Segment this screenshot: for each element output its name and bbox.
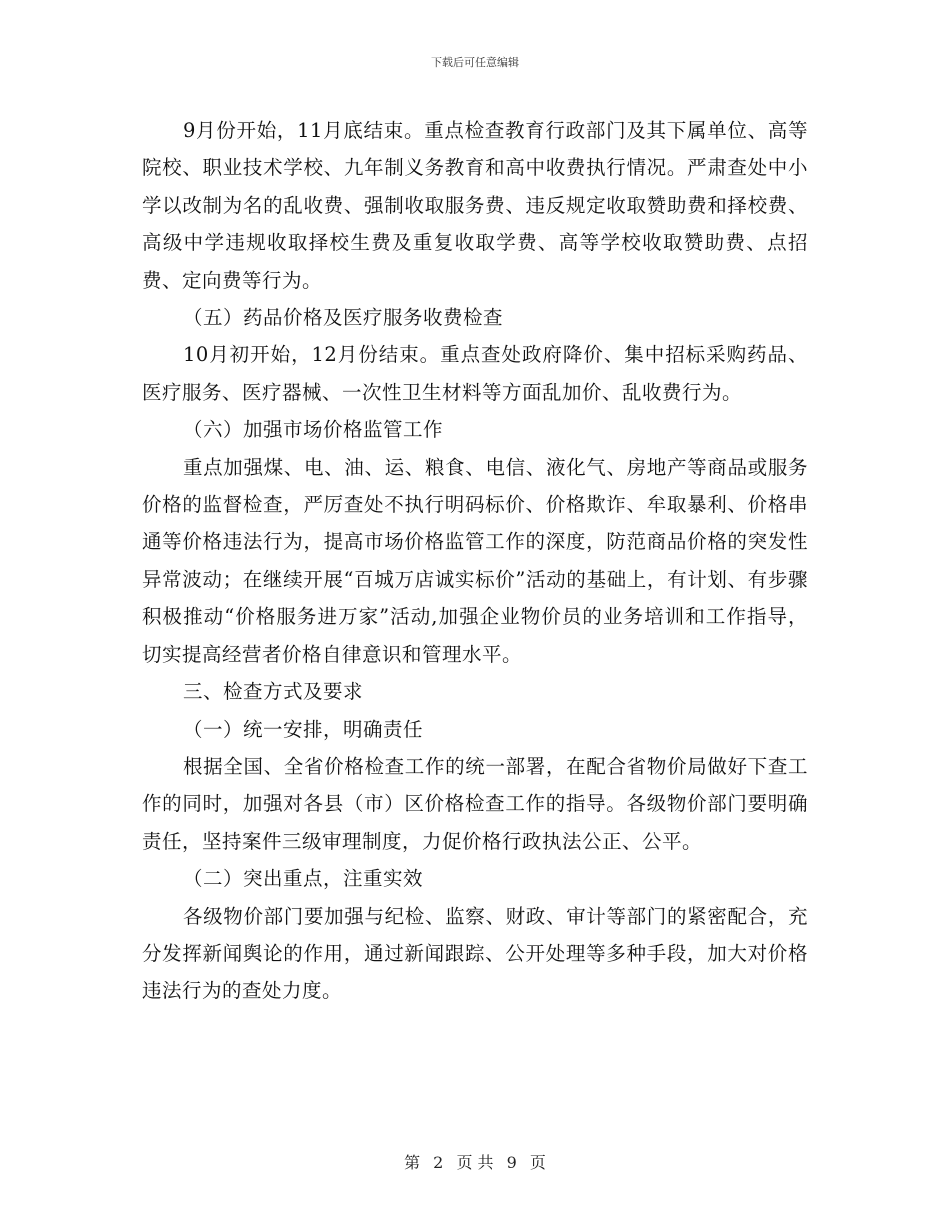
page-footer bbox=[0, 1150, 950, 1173]
heading-medicine-price-check: （五）药品价格及医疗服务收费检查 bbox=[182, 306, 503, 330]
section-heading-methods: 三、检查方式及要求 bbox=[182, 680, 363, 704]
paragraph-education-fees: 9月份开始，11月底结束。重点检查教育行政部门及其下属单位、高等院校、职业技术学校、九年制义务教育和高中收费执行情况。严肃查处中小学以改制为名的乱收费、强制收取服务费、违反规定收取赞助费和择校费、高级中学违规收取择校生费及重复收取学费、高等学校收取赞助费、点招费、定向费等行为。 bbox=[142, 119, 808, 292]
footer-middle: 页 共 bbox=[456, 1153, 494, 1172]
current-page-number: 2 bbox=[433, 1153, 444, 1172]
document-body bbox=[142, 112, 808, 1010]
total-page-count: 9 bbox=[506, 1153, 517, 1172]
paragraph-focus-effectiveness: 各级物价部门要加强与纪检、监察、财政、审计等部门的紧密配合，充分发挥新闻舆论的作用，通过新闻跟踪、公开处理等多种手段，加大对价格违法行为的查处力度。 bbox=[142, 904, 808, 1003]
paragraph-market-supervision: 重点加强煤、电、油、运、粮食、电信、液化气、房地产等商品或服务价格的监督检查，严厉查处不执行明码标价、价格欺诈、牟取暴利、价格串通等价格违法行为，提高市场价格监管工作的深度，防范商品价格的突发性异常波动；在继续开展“百城万店诚实标价”活动的基础上，有计划、有步骤积极推动“价格服务进万家”活动,加强企业物价员的业务培训和工作指导，切实提高经营者价格自律意识和管理水平。 bbox=[142, 455, 808, 666]
footer-suffix: 页 bbox=[529, 1153, 546, 1172]
heading-market-supervision: （六）加强市场价格监管工作 bbox=[182, 418, 443, 442]
page-header: 下载后可任意编辑 bbox=[431, 56, 519, 69]
paragraph-unified-arrangement: 根据全国、全省价格检查工作的统一部署，在配合省物价局做好下查工作的同时，加强对各县（市）区价格检查工作的指导。各级物价部门要明确责任，坚持案件三级审理制度，力促价格行政执法公正、公平。 bbox=[142, 754, 808, 853]
footer-prefix: 第 bbox=[404, 1153, 421, 1172]
heading-focus-effectiveness: （二）突出重点，注重实效 bbox=[182, 867, 423, 891]
heading-unified-arrangement: （一）统一安排，明确责任 bbox=[182, 717, 423, 741]
paragraph-medicine-price-check: 10月初开始，12月份结束。重点查处政府降价、集中招标采购药品、医疗服务、医疗器械、一次性卫生材料等方面乱加价、乱收费行为。 bbox=[142, 343, 808, 404]
